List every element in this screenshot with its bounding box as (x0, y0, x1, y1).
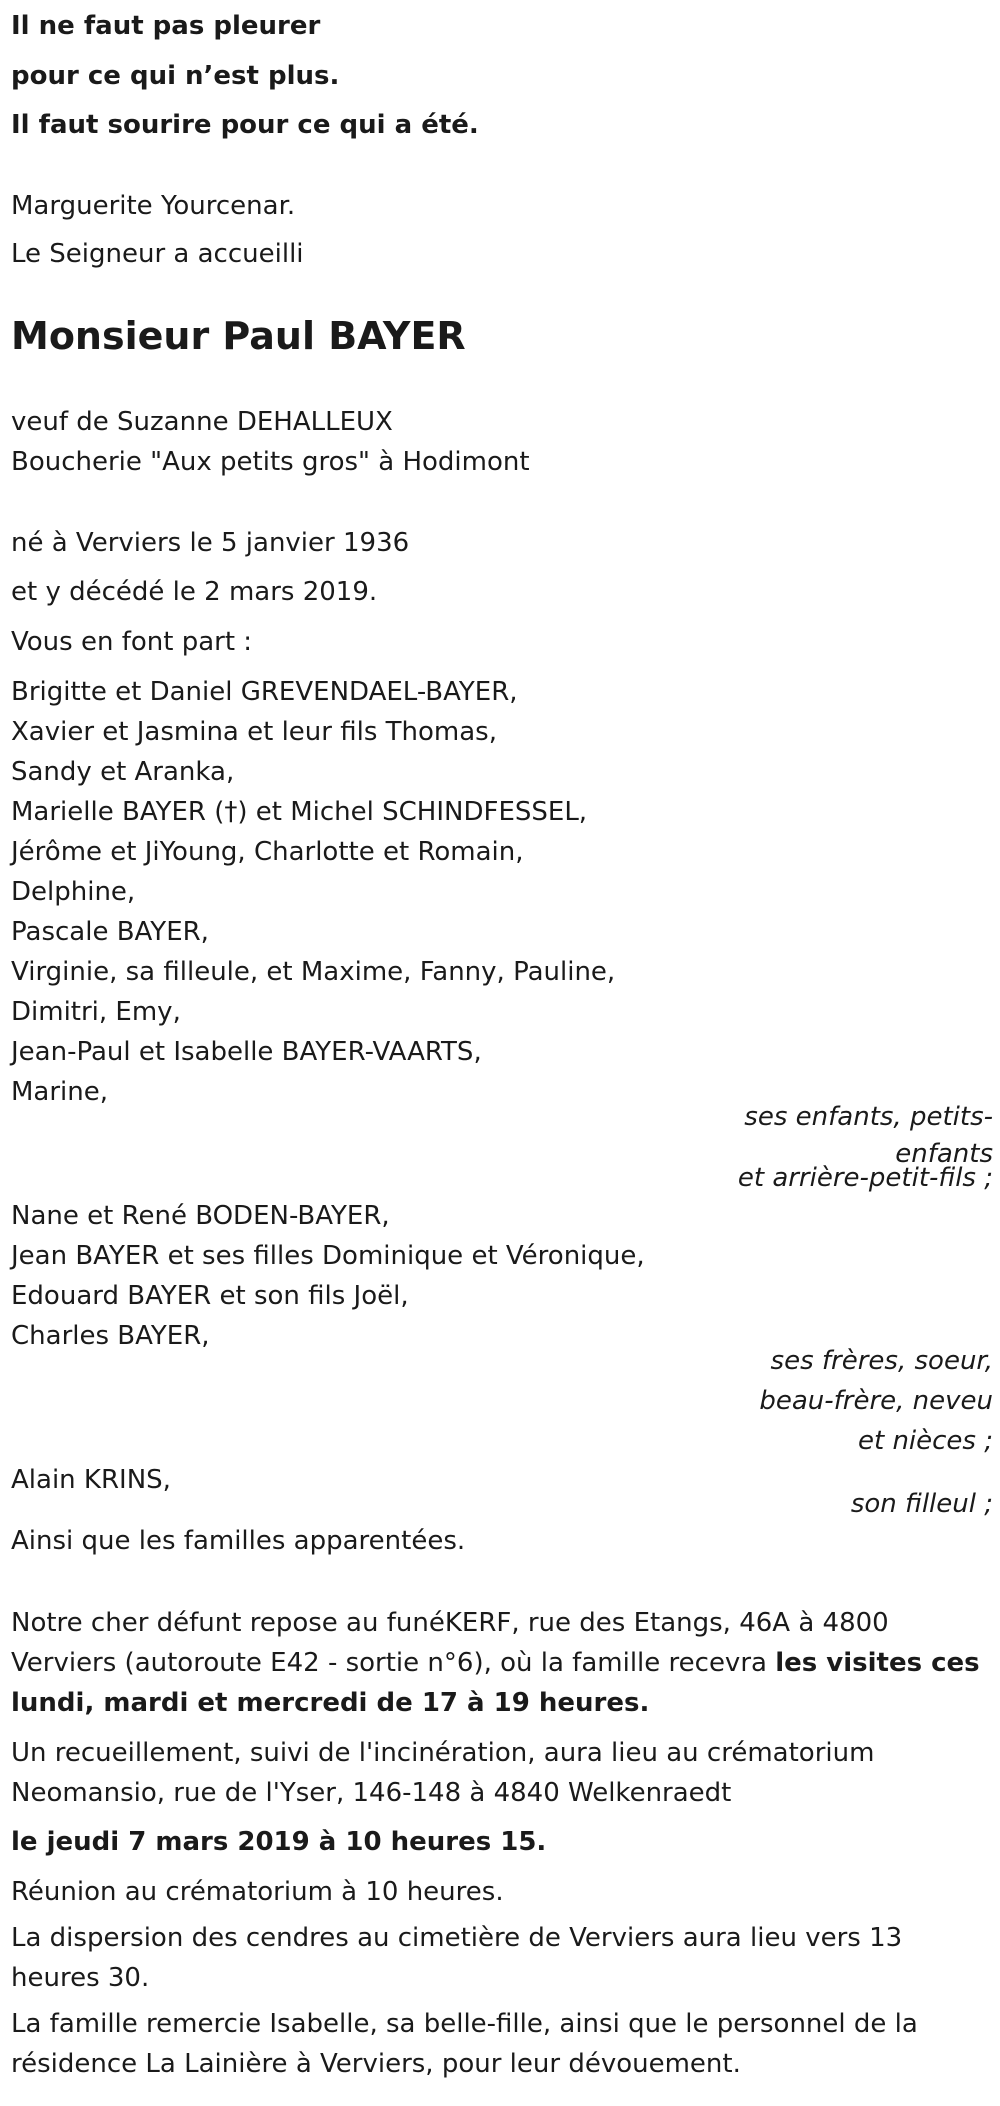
rest-text: Notre cher défunt repose au funéKERF, rue des Etangs, 46A à 4800 Verviers (autoroute E42 - sortie n°6), où la famille recevra (11, 1608, 889, 1678)
children-role-2: enfants (895, 1139, 993, 1169)
siblings-role-2: beau-frère, neveu (759, 1386, 993, 1416)
death-line: et y décédé le 2 mars 2019. (11, 577, 378, 607)
family-line: Ainsi que les familles apparentées. (11, 1526, 466, 1556)
ceremony-paragraph: Un recueillement, suivi de l'incinération, aura lieu au crématorium Neomansio, rue de l'Yser, 146-148 à 4840 Welkenraedt (11, 1738, 875, 1808)
deceased-name: Monsieur Paul BAYER (11, 314, 466, 358)
list-item: Delphine, (11, 877, 136, 907)
thanks-paragraph: La famille remercie Isabelle, sa belle-fille, ainsi que le personnel de la résidence La Lainière à Verviers, pour leur dévouement. (11, 2009, 918, 2079)
rest-paragraph (11, 1603, 996, 1723)
intro-text: Le Seigneur a accueilli (11, 239, 304, 269)
list-item: Brigitte et Daniel GREVENDAEL-BAYER, (11, 677, 518, 707)
ceremony-date: le jeudi 7 mars 2019 à 10 heures 15. (11, 1827, 547, 1857)
quote-line-1: Il ne faut pas pleurer (11, 11, 321, 41)
visiting-hours: les visites ces lundi, mardi et mercredi de 17 à 19 heures. (11, 1648, 980, 1718)
list-item: Edouard BAYER et son fils Joël, (11, 1281, 409, 1311)
siblings-role-1: ses frères, soeur, (770, 1346, 993, 1376)
list-item: Pascale BAYER, (11, 917, 209, 947)
quote-line-2: pour ce qui n’est plus. (11, 61, 340, 91)
quote-author: Marguerite Yourcenar. (11, 191, 296, 221)
godson-role: son filleul ; (850, 1489, 993, 1519)
list-item: Jean BAYER et ses filles Dominique et Véronique, (11, 1241, 645, 1271)
list-item: Nane et René BODEN-BAYER, (11, 1201, 390, 1231)
siblings-role-3: et nièces ; (857, 1426, 993, 1456)
meeting-line: Réunion au crématorium à 10 heures. (11, 1877, 504, 1907)
business-line: Boucherie "Aux petits gros" à Hodimont (11, 447, 530, 477)
ashes-paragraph: La dispersion des cendres au cimetière de Verviers aura lieu vers 13 heures 30. (11, 1923, 903, 1993)
children-role-3: et arrière-petit-fils ; (737, 1163, 993, 1193)
children-role-1: ses enfants, petits- (744, 1102, 993, 1132)
list-item: Xavier et Jasmina et leur fils Thomas, (11, 717, 497, 747)
list-item: Charles BAYER, (11, 1321, 210, 1351)
list-item: Jean-Paul et Isabelle BAYER-VAARTS, (11, 1037, 482, 1067)
quote-line-3: Il faut sourire pour ce qui a été. (11, 110, 479, 140)
list-item: Dimitri, Emy, (11, 997, 181, 1027)
list-item: Sandy et Aranka, (11, 757, 235, 787)
list-item: Marine, (11, 1077, 109, 1107)
list-item: Marielle BAYER (†) et Michel SCHINDFESSEL, (11, 797, 588, 827)
widow-line: veuf de Suzanne DEHALLEUX (11, 407, 393, 437)
list-item: Jérôme et JiYoung, Charlotte et Romain, (11, 837, 524, 867)
godson-line: Alain KRINS, (11, 1465, 171, 1495)
birth-line: né à Verviers le 5 janvier 1936 (11, 528, 410, 558)
announce-line: Vous en font part : (11, 627, 253, 657)
list-item: Virginie, sa filleule, et Maxime, Fanny, Pauline, (11, 957, 616, 987)
